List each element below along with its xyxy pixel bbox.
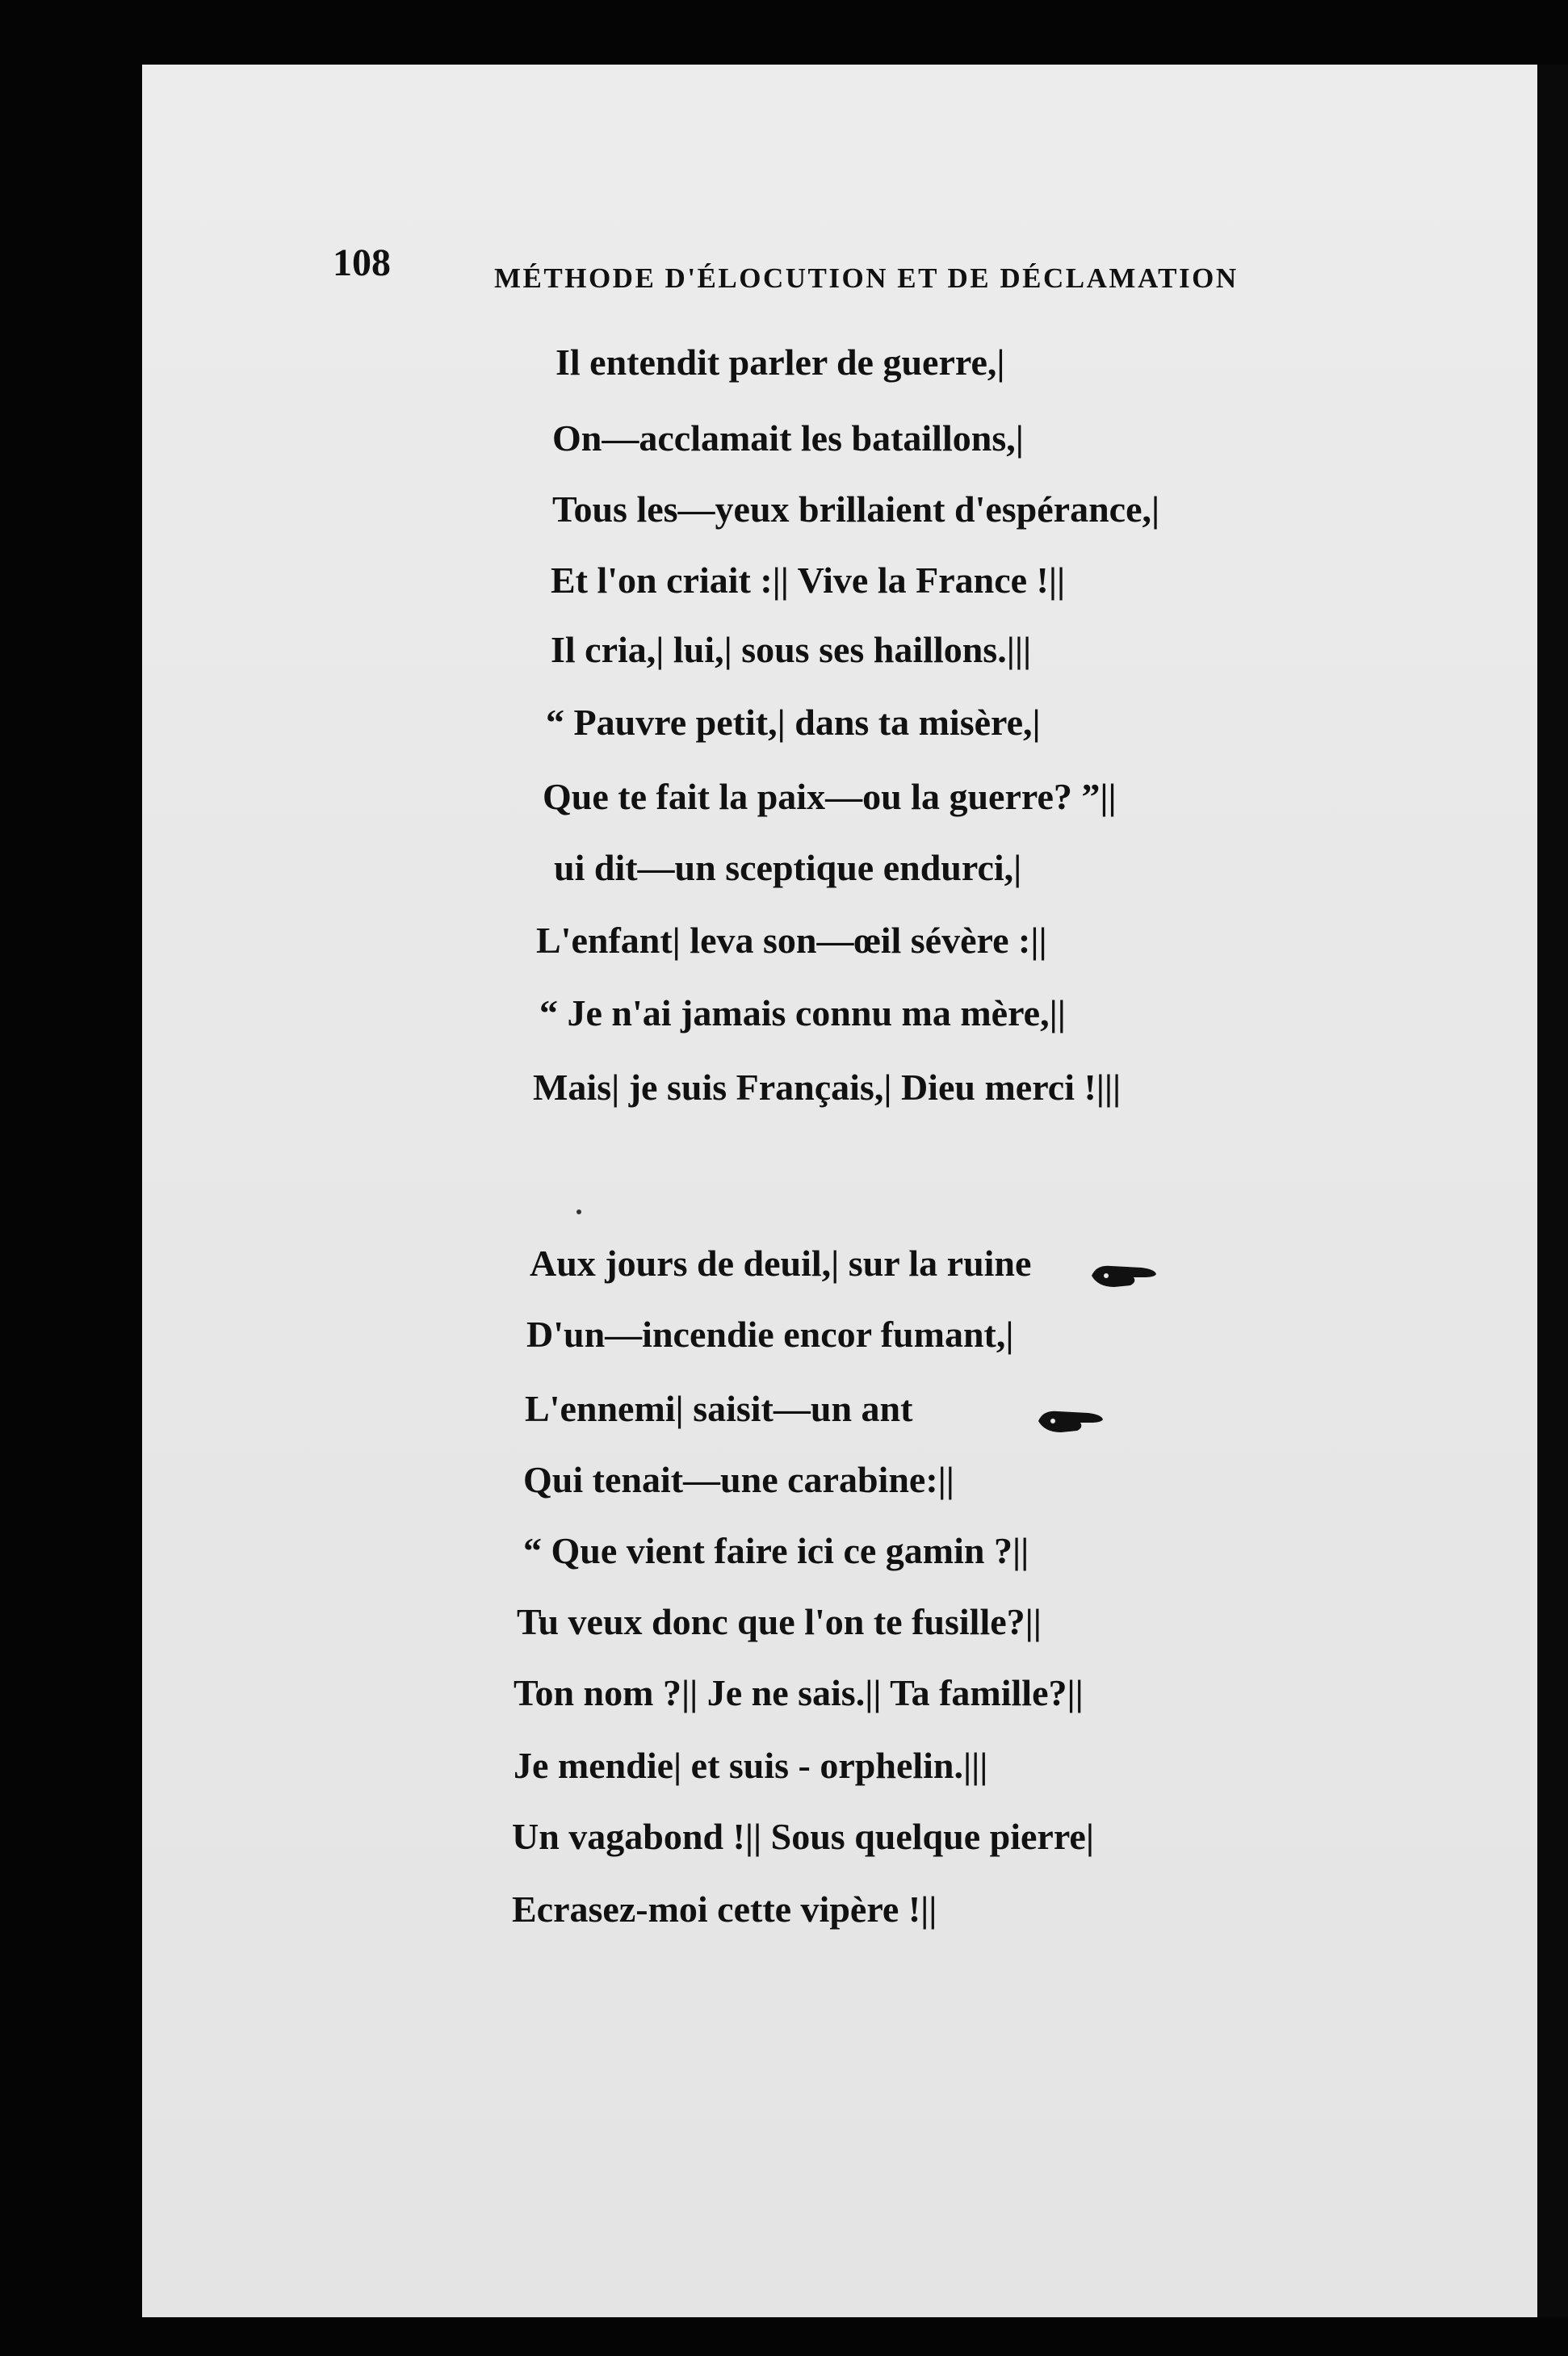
verse-line: L'enfant| leva son—œil sévère :||	[536, 920, 1047, 961]
verse-line: On—acclamait les bataillons,|	[552, 417, 1024, 459]
verse-line: Qui tenait—une carabine:||	[523, 1459, 954, 1500]
verse-line: “ Je n'ai jamais connu ma mère,||	[539, 992, 1066, 1033]
verse-line: Ecrasez-moi cette vipère !||	[512, 1889, 937, 1930]
pointing-hand-icon	[1090, 1260, 1158, 1292]
page-number: 108	[333, 241, 391, 284]
verse-line: Que te fait la paix—ou la guerre? ”||	[543, 776, 1117, 817]
scanned-page	[142, 65, 1537, 2317]
ink-speck	[576, 1209, 581, 1214]
next-page-edge	[1537, 65, 1568, 2317]
verse-line: Tu veux donc que l'on te fusille?||	[517, 1601, 1042, 1642]
verse-line: Il cria,| lui,| sous ses haillons.|||	[551, 629, 1032, 670]
running-head: MÉTHODE D'ÉLOCUTION ET DE DÉCLAMATION	[494, 262, 1239, 294]
verse-line: Aux jours de deuil,| sur la ruine	[530, 1243, 1032, 1284]
verse-line: D'un—incendie encor fumant,|	[526, 1314, 1014, 1355]
verse-line: Un vagabond !|| Sous quelque pierre|	[512, 1816, 1094, 1857]
verse-line: Je mendie| et suis - orphelin.|||	[514, 1745, 988, 1786]
verse-line: “ Pauvre petit,| dans ta misère,|	[546, 702, 1041, 743]
pointing-hand-icon	[1037, 1405, 1105, 1437]
verse-line: L'ennemi| saisit—un ant	[525, 1388, 913, 1429]
verse-line: Et l'on criait :|| Vive la France !||	[551, 560, 1066, 601]
verse-line: “ Que vient faire ici ce gamin ?||	[523, 1530, 1029, 1571]
verse-line: ui dit—un sceptique endurci,|	[554, 847, 1022, 888]
verse-line: Il entendit parler de guerre,|	[556, 342, 1005, 383]
verse-line: Tous les—yeux brillaient d'espérance,|	[552, 488, 1160, 530]
verse-line: Mais| je suis Français,| Dieu merci !|||	[533, 1067, 1121, 1108]
verse-line: Ton nom ?|| Je ne sais.|| Ta famille?||	[514, 1672, 1084, 1713]
